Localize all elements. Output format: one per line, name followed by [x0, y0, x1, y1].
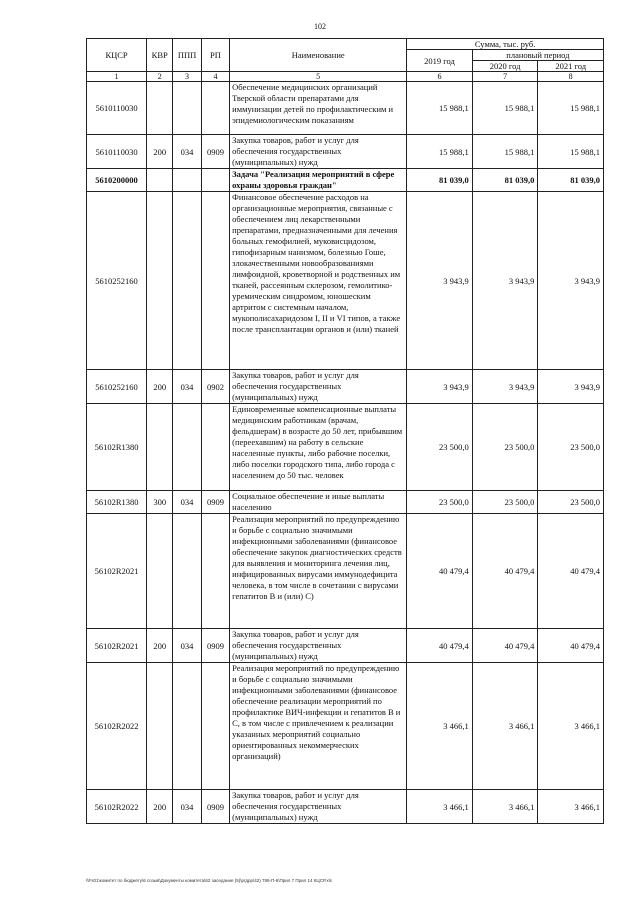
table-row: [87, 370, 604, 404]
kvr-cell: [147, 192, 173, 370]
table-row: [87, 663, 604, 790]
name-cell: Обеспечение медицинских организаций Тверской области препаратами для иммунизации детей по профилактическим и эпидемиологическим показаниям: [230, 82, 407, 135]
kcsr-cell: 56102R2022: [87, 663, 147, 790]
value-2019-cell: 23 500,0: [407, 491, 473, 514]
value-2019-cell: 3 943,9: [407, 192, 473, 370]
ppp-cell: 034: [173, 491, 201, 514]
value-2020-cell: 40 479,4: [472, 629, 538, 663]
name-cell: Закупка товаров, работ и услуг для обеспечения государственных (муниципальных) нужд: [230, 629, 407, 663]
value-2020-cell: 3 466,1: [472, 790, 538, 824]
kvr-cell: [147, 82, 173, 135]
name-cell: Реализация мероприятий по предупреждению и борьбе с социально значимыми инфекционными заболеваниями (финансовое обеспечение реализации мероприятий по профилактике ВИЧ-инфекции и гепатитов В и С, в том числе с привлечением к реализации указанных мероприятий социально ориентированных некоммерческих организаций): [230, 663, 407, 790]
kcsr-cell: 56102R2021: [87, 629, 147, 663]
kvr-cell: [147, 404, 173, 491]
value-2019-cell: 3 943,9: [407, 370, 473, 404]
rp-cell: [201, 404, 229, 491]
column-index: 5: [230, 72, 407, 82]
name-cell: Реализация мероприятий по предупреждению и борьбе с социально значимыми инфекционными заболеваниями (финансовое обеспечение закупок диагностических средств для выявления и мониторинга лечения лиц, инфицированных вирусами иммунодефицита человека, в том числе в сочетании с вирусами гепатитов В и (или) С): [230, 514, 407, 629]
header-2019: 2019 год: [407, 50, 473, 72]
name-cell: Закупка товаров, работ и услуг для обеспечения государственных (муниципальных) нужд: [230, 135, 407, 169]
value-2019-cell: 3 466,1: [407, 790, 473, 824]
kcsr-cell: 5610252160: [87, 370, 147, 404]
kcsr-cell: 5610110030: [87, 82, 147, 135]
rp-cell: [201, 82, 229, 135]
value-2020-cell: 3 943,9: [472, 192, 538, 370]
ppp-cell: 034: [173, 370, 201, 404]
kvr-cell: [147, 514, 173, 629]
name-cell: Единовременные компенсационные выплаты медицинским работникам (врачам, фельдшерам) в возрасте до 50 лет, прибывшим (переехавшим) на работу в сельские населенные пункты, либо рабочие поселки, либо поселки городского типа, либо города с населением до 50 тыс. человек: [230, 404, 407, 491]
kvr-cell: [147, 169, 173, 192]
file-path-footer: \\Fs01\комитет по бюджету\6 созыв\Документы комитета\62 заседание (5)\ргдрр\42) 788-П-6\Прил 7 Прил 14 КЦСР.xls: [86, 878, 332, 883]
value-2021-cell: 23 500,0: [538, 404, 604, 491]
ppp-cell: [173, 169, 201, 192]
rp-cell: [201, 169, 229, 192]
table-row: [87, 514, 604, 629]
table-row: [87, 192, 604, 370]
name-cell: Задача "Реализация мероприятий в сфере охраны здоровья граждан": [230, 169, 407, 192]
table-row: [87, 491, 604, 514]
header-2020: 2020 год: [472, 61, 538, 72]
rp-cell: 0902: [201, 370, 229, 404]
rp-cell: 0909: [201, 629, 229, 663]
header-ppp: ППП: [173, 39, 201, 72]
value-2021-cell: 15 988,1: [538, 82, 604, 135]
value-2021-cell: 40 479,4: [538, 629, 604, 663]
value-2020-cell: 23 500,0: [472, 404, 538, 491]
rp-cell: 0909: [201, 491, 229, 514]
table-row: [87, 790, 604, 824]
name-cell: Закупка товаров, работ и услуг для обеспечения государственных (муниципальных) нужд: [230, 790, 407, 824]
name-cell: Финансовое обеспечение расходов на организационные мероприятия, связанные с обеспечением лиц лекарственными препаратами, предназначенными для лечения больных гемофилией, муковисцидозом, гипофизарным нанизмом, болезнью Гоше, злокачественными новообразованиями лимфоидной, кроветворной и родственных им тканей, рассеянным склерозом, гемолитико-уремическим синдромом, юношеским артритом с системным началом, мукополисахаридозом I, II и VI типов, а также после трансплантации органов и (или) тканей: [230, 192, 407, 370]
column-index: 1: [87, 72, 147, 82]
table-row: [87, 135, 604, 169]
column-index: 2: [147, 72, 173, 82]
kcsr-cell: 5610252160: [87, 192, 147, 370]
value-2020-cell: 15 988,1: [472, 82, 538, 135]
rp-cell: [201, 663, 229, 790]
value-2021-cell: 3 943,9: [538, 192, 604, 370]
name-cell: Закупка товаров, работ и услуг для обеспечения государственных (муниципальных) нужд: [230, 370, 407, 404]
table-row: [87, 169, 604, 192]
value-2020-cell: 3 466,1: [472, 663, 538, 790]
name-cell: Социальное обеспечение и иные выплаты населению: [230, 491, 407, 514]
ppp-cell: 034: [173, 790, 201, 824]
table-row: [87, 629, 604, 663]
column-index: 6: [407, 72, 473, 82]
value-2021-cell: 40 479,4: [538, 514, 604, 629]
table-body: [87, 82, 604, 824]
header-kcsr: КЦСР: [87, 39, 147, 72]
header-2021: 2021 год: [538, 61, 604, 72]
value-2021-cell: 3 466,1: [538, 790, 604, 824]
ppp-cell: [173, 514, 201, 629]
value-2019-cell: 15 988,1: [407, 135, 473, 169]
budget-table: [86, 38, 604, 824]
value-2019-cell: 3 466,1: [407, 663, 473, 790]
rp-cell: [201, 514, 229, 629]
table-row: [87, 82, 604, 135]
kvr-cell: 200: [147, 790, 173, 824]
table-header: [87, 39, 604, 82]
ppp-cell: [173, 663, 201, 790]
header-sum: Сумма, тыс. руб.: [407, 39, 604, 50]
value-2021-cell: 3 943,9: [538, 370, 604, 404]
header-rp: РП: [201, 39, 229, 72]
header-planned: плановый период: [472, 50, 603, 61]
value-2021-cell: 23 500,0: [538, 491, 604, 514]
value-2019-cell: 81 039,0: [407, 169, 473, 192]
rp-cell: 0909: [201, 135, 229, 169]
column-index: 7: [472, 72, 538, 82]
kcsr-cell: 56102R2021: [87, 514, 147, 629]
kvr-cell: 200: [147, 629, 173, 663]
page-number: 102: [314, 22, 326, 31]
kcsr-cell: 5610110030: [87, 135, 147, 169]
ppp-cell: [173, 404, 201, 491]
kvr-cell: 200: [147, 135, 173, 169]
rp-cell: 0909: [201, 790, 229, 824]
kcsr-cell: 5610200000: [87, 169, 147, 192]
value-2021-cell: 3 466,1: [538, 663, 604, 790]
value-2020-cell: 40 479,4: [472, 514, 538, 629]
header-name: Наименование: [230, 39, 407, 72]
kvr-cell: [147, 663, 173, 790]
value-2019-cell: 40 479,4: [407, 629, 473, 663]
value-2020-cell: 81 039,0: [472, 169, 538, 192]
table-row: [87, 404, 604, 491]
kvr-cell: 200: [147, 370, 173, 404]
value-2020-cell: 3 943,9: [472, 370, 538, 404]
value-2019-cell: 15 988,1: [407, 82, 473, 135]
kvr-cell: 300: [147, 491, 173, 514]
rp-cell: [201, 192, 229, 370]
ppp-cell: [173, 82, 201, 135]
value-2019-cell: 40 479,4: [407, 514, 473, 629]
ppp-cell: 034: [173, 135, 201, 169]
kcsr-cell: 56102R2022: [87, 790, 147, 824]
ppp-cell: 034: [173, 629, 201, 663]
kcsr-cell: 56102R1380: [87, 404, 147, 491]
ppp-cell: [173, 192, 201, 370]
column-index: 3: [173, 72, 201, 82]
column-index: 8: [538, 72, 604, 82]
column-index: 4: [201, 72, 229, 82]
header-kvr: КВР: [147, 39, 173, 72]
value-2020-cell: 23 500,0: [472, 491, 538, 514]
value-2021-cell: 81 039,0: [538, 169, 604, 192]
value-2020-cell: 15 988,1: [472, 135, 538, 169]
column-index-row: [87, 72, 604, 82]
value-2019-cell: 23 500,0: [407, 404, 473, 491]
kcsr-cell: 56102R1380: [87, 491, 147, 514]
value-2021-cell: 15 988,1: [538, 135, 604, 169]
